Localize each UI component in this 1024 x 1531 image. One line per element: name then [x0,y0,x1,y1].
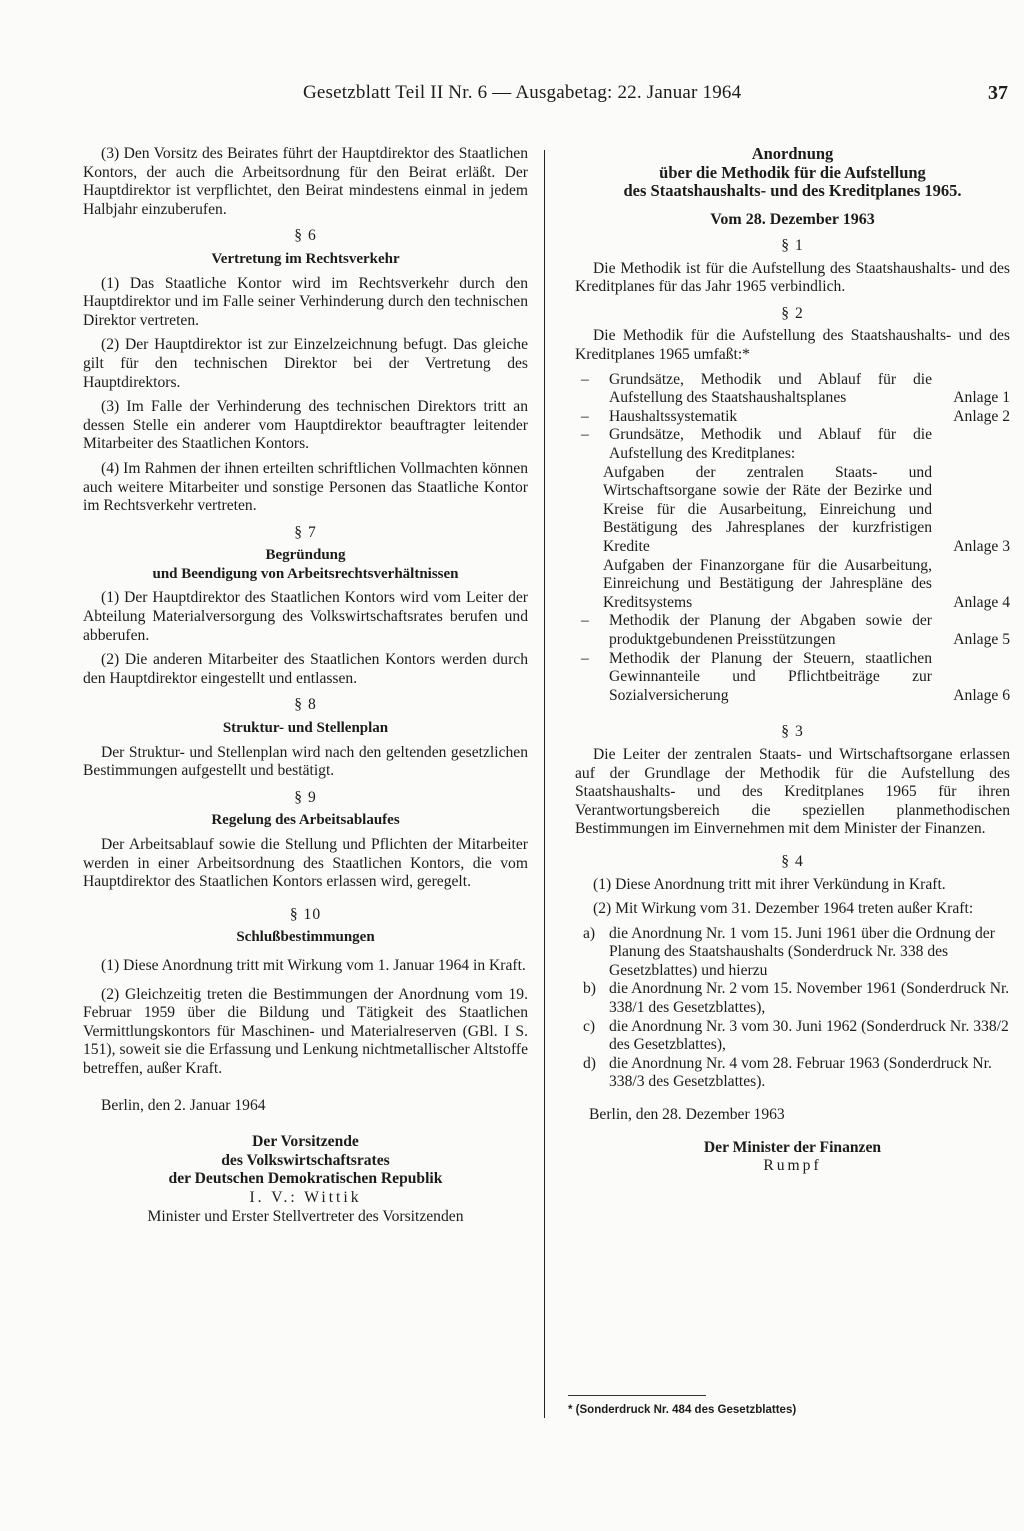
paragraph: (1) Der Hauptdirektor des Staatlichen Kontors wird vom Leiter der Abteilung Materialversorgung des Volkswirtschaftsrates berufen und abberufen. [83,589,528,644]
repeal-item [575,1055,1010,1092]
signatory-title: Der Minister der Finanzen [703,1138,882,1156]
left-column [83,145,528,1226]
paragraph: (1) Diese Anordnung tritt mit Wirkung vom 1. Januar 1964 in Kraft. [101,956,526,974]
signatory-name: I. V.: Wittik [249,1188,362,1206]
list-item-text: Methodik der Planung der Steuern, staatlichen Gewinnanteile und Pflichtbeiträge zur Sozialversicherung [609,649,932,704]
repeal-text: die Anordnung Nr. 2 vom 15. November 1961 (Sonderdruck Nr. 338/1 des Gesetzblattes), [609,980,1010,1017]
list-dash: – [581,612,589,630]
ordinance-title-line: über die Methodik für die Aufstellung [659,162,926,182]
annex-label: Anlage 4 [953,593,1010,611]
repeal-label: d) [583,1054,596,1072]
paragraph: Die Methodik ist für die Aufstellung des Staatshaushalts- und des Kreditplanes für das Jahr 1965 verbindlich. [575,259,1010,296]
section-number: § 9 [294,788,317,806]
section-number: § 6 [294,227,317,245]
section-heading: und Beendigung von Arbeitsrechtsverhältnissen [152,565,459,582]
ordinance-title-line: Anordnung [751,144,834,163]
paragraph: (2) Gleichzeitig treten die Bestimmungen der Anordnung vom 19. Februar 1959 über die Bildung und Tätigkeit des Staatlichen Vermittlungskontors für Maschinen- und Materialreserven (GBl. I S. 151), soweit sie die Erfassung und Lenkung nichtmetallischer Altstoffe betreffen, außer Kraft. [83,985,528,1077]
paragraph: (3) Den Vorsitz des Beirates führt der Hauptdirektor des Staatlichen Kontors, der auch die Arbeitsordnung für den Beirat erläßt. Der Hauptdirektor ist verpflichtet, den Beirat mindestens einmal in jedem Halbjahr einzuberufen. [83,145,528,218]
repeal-item [575,1018,1010,1055]
section-number: § 10 [289,905,322,923]
signatory-title: Der Vorsitzende [252,1133,359,1151]
page-header [83,82,1008,112]
signatory-role: Minister und Erster Stellvertreter des Vorsitzenden [147,1207,464,1225]
place-date: Berlin, den 2. Januar 1964 [101,1096,266,1114]
annex-label: Anlage 1 [953,389,1010,407]
paragraph: Der Struktur- und Stellenplan wird nach den geltenden gesetzlichen Bestimmungen aufgestellt und bestätigt. [83,743,528,780]
list-item-text: Haushaltssystematik [609,407,738,425]
column-divider [544,150,545,1418]
paragraph: (4) Im Rahmen der ihnen erteilten schriftlichen Vollmachten können auch weitere Mitarbeiter und sonstige Personen das Staatliche Kontor im Rechtsverkehr vertreten. [83,459,528,515]
section-heading: Schlußbestimmungen [236,929,375,946]
list-item-text: Grundsätze, Methodik und Ablauf für die Aufstellung des Staatshaushaltsplanes [609,370,932,407]
repeal-item [575,980,1010,1017]
paragraph: Der Arbeitsablauf sowie die Stellung und Pflichten der Mitarbeiter werden in einer Arbeitsordnung des Staatlichen Kontors, die vom Hauptdirektor des Staatlichen Kontors erlassen wird, geregelt. [83,836,528,891]
list-item [575,612,1010,649]
repeal-text: die Anordnung Nr. 1 vom 15. Juni 1961 über die Ordnung der Planung des Staatshaushalts (Sonderdruck Nr. 338 des Gesetzblattes) und hierzu [609,924,995,979]
paragraph: (2) Die anderen Mitarbeiter des Staatlichen Kontors werden durch den Hauptdirektor eingestellt und entlassen. [83,651,528,687]
annex-label: Anlage 6 [953,686,1010,704]
section-heading: Vertretung im Rechtsverkehr [211,250,400,267]
paragraph: (2) Mit Wirkung vom 31. Dezember 1964 treten außer Kraft: [593,900,974,918]
repeal-label: c) [583,1017,596,1035]
section-number: § 3 [781,723,804,741]
list-dash: – [581,407,589,425]
section-number: § 1 [781,237,804,255]
right-column [575,145,1010,1176]
annex-list [575,371,1010,706]
list-dash: – [581,426,589,444]
list-sub-item [603,464,1010,557]
repeal-list [575,925,1010,1092]
footnote-rule [568,1395,706,1396]
signatory-title: des Volkswirtschaftsrates [221,1151,390,1169]
list-item [575,371,1010,408]
repeal-label: a) [583,924,596,942]
section-heading: Begründung [265,547,346,564]
repeal-label: b) [583,980,596,998]
footnote: * (Sonderdruck Nr. 484 des Gesetzblattes) [568,1404,797,1416]
annex-label: Anlage 3 [953,538,1010,555]
repeal-text: die Anordnung Nr. 3 vom 30. Juni 1962 (Sonderdruck Nr. 338/2 des Gesetzblattes), [609,1017,1009,1054]
section-heading: Struktur- und Stellenplan [222,720,389,737]
list-item-text: Methodik der Planung der Abgaben sowie der produktgebundenen Preisstützungen [609,612,932,648]
list-item [575,408,1010,427]
list-item [575,650,1010,706]
signatory-title: der Deutschen Demokratischen Republik [168,1170,443,1188]
section-heading: Regelung des Arbeitsablaufes [211,812,400,829]
annex-label: Anlage 5 [953,630,1010,648]
signatory-name: Rumpf [763,1157,822,1175]
annex-label: Anlage 2 [953,407,1010,425]
paragraph: Die Methodik für die Aufstellung des Staatshaushalts- und des Kreditplanes 1965 umfaßt:* [575,327,1010,364]
paragraph: (2) Der Hauptdirektor ist zur Einzelzeichnung befugt. Das gleiche gilt für den technischen Direktor bei der Vertretung des Hauptdirektors. [83,336,528,391]
section-number: § 4 [781,852,804,870]
list-dash: – [581,370,589,388]
ordinance-title [575,145,1010,201]
place-date: Berlin, den 28. Dezember 1963 [589,1106,785,1124]
repeal-text: die Anordnung Nr. 4 vom 28. Februar 1963 (Sonderdruck Nr. 338/3 des Gesetzblattes). [609,1054,992,1091]
repeal-item [575,925,1010,981]
list-item-text: Aufgaben der zentralen Staats- und Wirtschaftsorgane sowie der Räte der Bezirke und Kreise für die Ausarbeitung, Einreichung und Bestätigung des Jahresplanes der kurzfristigen Kredite [603,463,932,555]
ordinance-date: Vom 28. Dezember 1963 [710,210,875,228]
paragraph: (1) Das Staatliche Kontor wird im Rechtsverkehr durch den Hauptdirektor und im Falle seiner Verhinderung durch den technischen Direktor vertreten. [83,274,528,329]
list-item [575,426,1010,463]
section-number: § 7 [294,523,317,541]
list-dash: – [581,649,589,667]
paragraph: Die Leiter der zentralen Staats- und Wirtschaftsorgane erlassen auf der Grundlage der Methodik für die Aufstellung des Staatshaushalts- und des Kreditplanes 1965 für ihren Verantwortungsbereich die speziellen planmethodischen Bestimmungen im Einvernehmen mit dem Minister der Finanzen. [575,745,1010,838]
list-item-text: Grundsätze, Methodik und Ablauf für die Aufstellung des Kreditplanes: [609,426,932,463]
section-number: § 2 [781,304,804,322]
list-sub-item [603,557,1010,613]
page-number: 37 [988,82,1008,104]
paragraph: (3) Im Falle der Verhinderung des technischen Direktors tritt an dessen Stelle ein anderer vom Hauptdirektor beauftragter leitender Mitarbeiter des Staatlichen Kontors. [83,398,528,453]
gazette-header-title: Gesetzblatt Teil II Nr. 6 — Ausgabetag: 22. Januar 1964 [303,82,742,103]
list-item-text: Aufgaben der Finanzorgane für die Ausarbeitung, Einreichung und Bestätigung der Jahrespläne des Kreditsystems [603,556,932,611]
ordinance-title-line: des Staatshaushalts- und des Kreditplanes 1965. [623,181,962,200]
section-number: § 8 [294,696,317,714]
paragraph: (1) Diese Anordnung tritt mit ihrer Verkündung in Kraft. [593,875,946,893]
